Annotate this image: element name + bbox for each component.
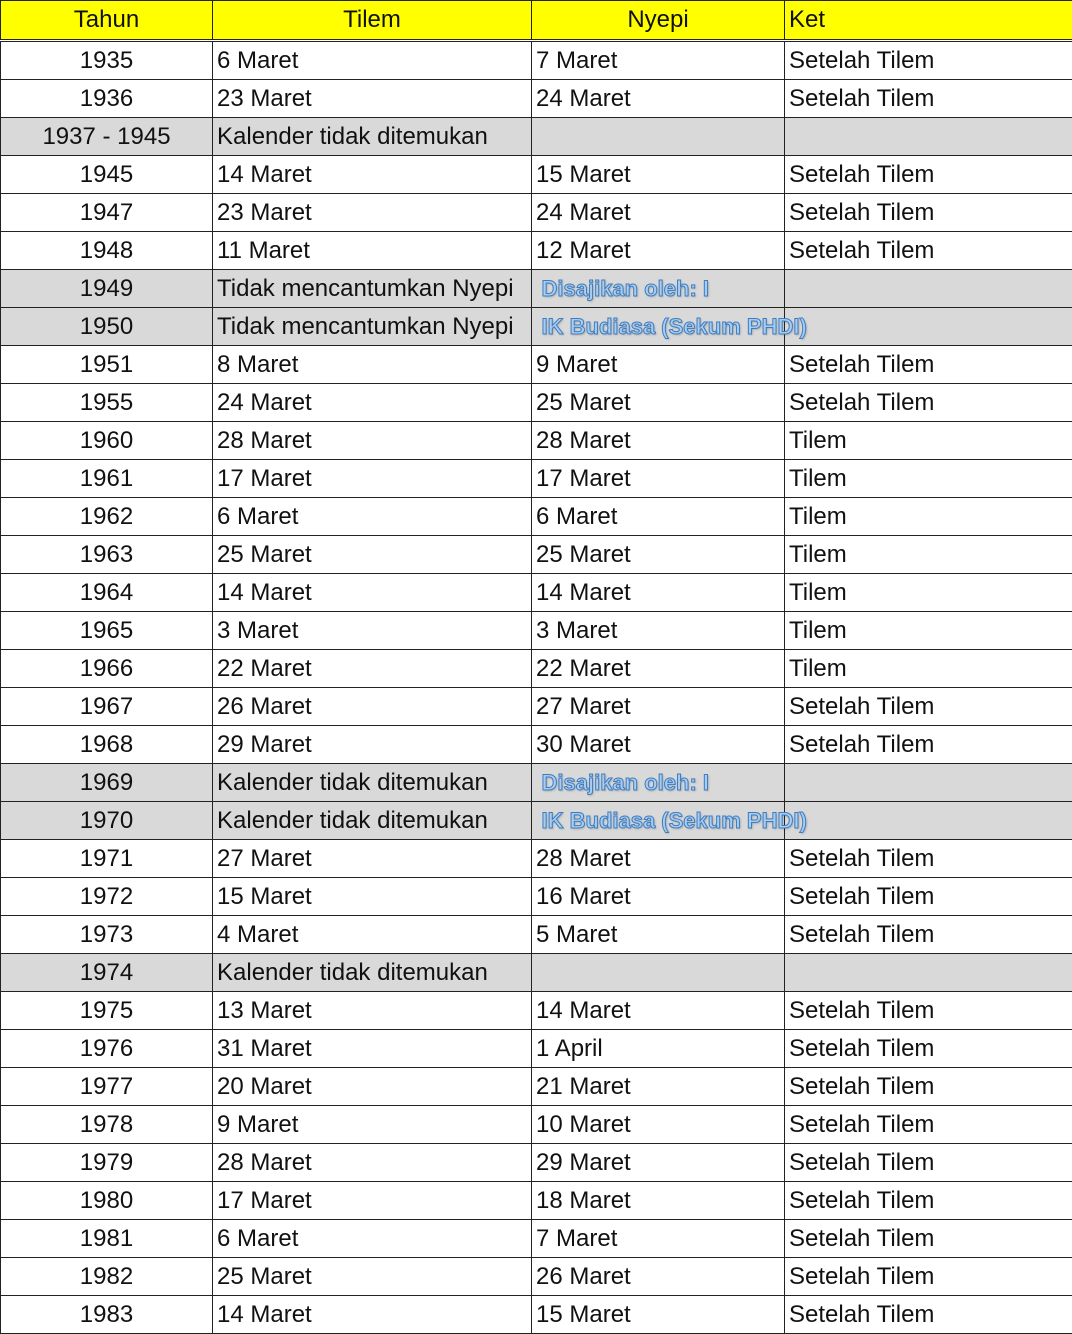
cell-tahun[interactable]: 1970 xyxy=(1,802,213,840)
cell-tahun[interactable]: 1949 xyxy=(1,270,213,308)
table-row xyxy=(1,916,1072,954)
header-tilem[interactable]: Tilem xyxy=(213,1,532,41)
cell-ket[interactable] xyxy=(785,270,1072,308)
table-row xyxy=(1,80,1072,118)
cell-tilem[interactable]: Tidak mencantumkan Nyepi xyxy=(213,270,532,308)
cell-nyepi[interactable]: 10 Maret xyxy=(532,1106,785,1144)
cell-tahun[interactable]: 1968 xyxy=(1,726,213,764)
cell-nyepi[interactable]: 21 Maret xyxy=(532,1068,785,1106)
cell-tilem[interactable]: 28 Maret xyxy=(213,422,532,460)
cell-tilem[interactable]: 29 Maret xyxy=(213,726,532,764)
cell-tilem[interactable]: 8 Maret xyxy=(213,346,532,384)
cell-nyepi[interactable]: 14 Maret xyxy=(532,574,785,612)
cell-tilem[interactable]: 9 Maret xyxy=(213,1106,532,1144)
cell-ket[interactable]: Tilem xyxy=(785,574,1072,612)
cell-nyepi[interactable]: 29 Maret xyxy=(532,1144,785,1182)
cell-tahun[interactable]: 1963 xyxy=(1,536,213,574)
cell-nyepi[interactable]: 25 Maret xyxy=(532,536,785,574)
cell-nyepi[interactable]: 30 Maret xyxy=(532,726,785,764)
cell-nyepi[interactable] xyxy=(532,764,785,802)
cell-tahun[interactable]: 1948 xyxy=(1,232,213,270)
cell-tilem[interactable]: 26 Maret xyxy=(213,688,532,726)
cell-ket[interactable]: Tilem xyxy=(785,612,1072,650)
cell-tahun[interactable]: 1936 xyxy=(1,80,213,118)
cell-tahun[interactable]: 1950 xyxy=(1,308,213,346)
cell-nyepi[interactable]: 25 Maret xyxy=(532,384,785,422)
cell-ket[interactable] xyxy=(785,802,1072,840)
cell-ket[interactable]: Tilem xyxy=(785,498,1072,536)
cell-nyepi[interactable]: 7 Maret xyxy=(532,41,785,80)
cell-tilem[interactable]: Kalender tidak ditemukan xyxy=(213,764,532,802)
cell-tilem[interactable]: 17 Maret xyxy=(213,460,532,498)
cell-ket[interactable]: Setelah Tilem xyxy=(785,688,1072,726)
watermark-line-2: IK Budiasa (Sekum PHDI) xyxy=(532,308,807,346)
cell-tahun[interactable]: 1980 xyxy=(1,1182,213,1220)
cell-nyepi[interactable]: 26 Maret xyxy=(532,1258,785,1296)
table-body xyxy=(1,41,1072,1334)
table-row xyxy=(1,726,1072,764)
cell-tahun[interactable]: 1973 xyxy=(1,916,213,954)
table-row xyxy=(1,194,1072,232)
cell-ket[interactable]: Setelah Tilem xyxy=(785,1030,1072,1068)
table-row xyxy=(1,498,1072,536)
cell-ket[interactable]: Setelah Tilem xyxy=(785,726,1072,764)
cell-tahun[interactable]: 1967 xyxy=(1,688,213,726)
table-row xyxy=(1,1220,1072,1258)
table-row xyxy=(1,1258,1072,1296)
cell-tilem[interactable]: 31 Maret xyxy=(213,1030,532,1068)
cell-tahun[interactable]: 1935 xyxy=(1,41,213,80)
watermark-line-2: IK Budiasa (Sekum PHDI) xyxy=(532,802,807,840)
cell-ket[interactable]: Setelah Tilem xyxy=(785,80,1072,118)
cell-ket[interactable]: Setelah Tilem xyxy=(785,1068,1072,1106)
cell-ket[interactable]: Setelah Tilem xyxy=(785,1106,1072,1144)
table-row xyxy=(1,574,1072,612)
table-row xyxy=(1,764,1072,802)
watermark-line-1: Disajikan oleh: I xyxy=(532,764,807,802)
cell-ket[interactable]: Setelah Tilem xyxy=(785,916,1072,954)
cell-nyepi[interactable]: 15 Maret xyxy=(532,156,785,194)
cell-ket[interactable]: Setelah Tilem xyxy=(785,1258,1072,1296)
cell-nyepi[interactable]: 24 Maret xyxy=(532,194,785,232)
cell-tilem[interactable]: 23 Maret xyxy=(213,194,532,232)
table-row xyxy=(1,992,1072,1030)
cell-tahun[interactable]: 1971 xyxy=(1,840,213,878)
cell-ket[interactable] xyxy=(785,118,1072,156)
cell-nyepi[interactable]: 22 Maret xyxy=(532,650,785,688)
cell-tilem[interactable]: 14 Maret xyxy=(213,574,532,612)
cell-nyepi[interactable] xyxy=(532,802,785,840)
cell-ket[interactable]: Setelah Tilem xyxy=(785,156,1072,194)
cell-nyepi[interactable]: 6 Maret xyxy=(532,498,785,536)
cell-nyepi[interactable]: 24 Maret xyxy=(532,80,785,118)
cell-ket[interactable]: Setelah Tilem xyxy=(785,346,1072,384)
cell-tilem[interactable]: 25 Maret xyxy=(213,1258,532,1296)
cell-nyepi[interactable] xyxy=(532,954,785,992)
cell-ket[interactable]: Tilem xyxy=(785,422,1072,460)
cell-ket[interactable]: Setelah Tilem xyxy=(785,232,1072,270)
cell-ket[interactable]: Setelah Tilem xyxy=(785,41,1072,80)
table-row xyxy=(1,422,1072,460)
table-row xyxy=(1,536,1072,574)
cell-ket[interactable]: Setelah Tilem xyxy=(785,194,1072,232)
cell-tahun[interactable]: 1965 xyxy=(1,612,213,650)
cell-tilem[interactable]: 11 Maret xyxy=(213,232,532,270)
cell-tahun[interactable]: 1969 xyxy=(1,764,213,802)
cell-nyepi[interactable]: 5 Maret xyxy=(532,916,785,954)
table-row xyxy=(1,232,1072,270)
cell-tilem[interactable]: Kalender tidak ditemukan xyxy=(213,954,532,992)
cell-tahun[interactable]: 1972 xyxy=(1,878,213,916)
cell-ket[interactable]: Setelah Tilem xyxy=(785,878,1072,916)
cell-nyepi[interactable]: 9 Maret xyxy=(532,346,785,384)
header-row xyxy=(1,1,1072,41)
cell-tilem[interactable]: 23 Maret xyxy=(213,80,532,118)
cell-nyepi[interactable]: 12 Maret xyxy=(532,232,785,270)
cell-tilem[interactable]: 27 Maret xyxy=(213,840,532,878)
cell-ket[interactable]: Tilem xyxy=(785,650,1072,688)
table-row xyxy=(1,840,1072,878)
cell-tilem[interactable]: 24 Maret xyxy=(213,384,532,422)
cell-ket[interactable]: Setelah Tilem xyxy=(785,384,1072,422)
cell-tahun[interactable]: 1976 xyxy=(1,1030,213,1068)
cell-ket[interactable]: Tilem xyxy=(785,536,1072,574)
cell-tahun[interactable]: 1955 xyxy=(1,384,213,422)
cell-tilem[interactable]: 22 Maret xyxy=(213,650,532,688)
cell-tilem[interactable]: Tidak mencantumkan Nyepi xyxy=(213,308,532,346)
cell-nyepi[interactable]: 16 Maret xyxy=(532,878,785,916)
table-row xyxy=(1,1296,1072,1334)
cell-ket[interactable]: Setelah Tilem xyxy=(785,1296,1072,1334)
table-row xyxy=(1,1182,1072,1220)
cell-nyepi[interactable]: 1 April xyxy=(532,1030,785,1068)
cell-ket[interactable] xyxy=(785,308,1072,346)
cell-nyepi[interactable]: 28 Maret xyxy=(532,422,785,460)
table-row xyxy=(1,1144,1072,1182)
cell-ket[interactable]: Setelah Tilem xyxy=(785,992,1072,1030)
table-row xyxy=(1,460,1072,498)
cell-tilem[interactable]: 20 Maret xyxy=(213,1068,532,1106)
cell-nyepi[interactable]: 15 Maret xyxy=(532,1296,785,1334)
table-row xyxy=(1,270,1072,308)
cell-tilem[interactable]: Kalender tidak ditemukan xyxy=(213,118,532,156)
cell-nyepi[interactable] xyxy=(532,270,785,308)
cell-ket[interactable] xyxy=(785,764,1072,802)
cell-tilem[interactable]: Kalender tidak ditemukan xyxy=(213,802,532,840)
table-row xyxy=(1,1068,1072,1106)
cell-ket[interactable]: Setelah Tilem xyxy=(785,1220,1072,1258)
cell-tilem[interactable]: 13 Maret xyxy=(213,992,532,1030)
table-row xyxy=(1,118,1072,156)
cell-tahun[interactable]: 1937 - 1945 xyxy=(1,118,213,156)
cell-ket[interactable]: Setelah Tilem xyxy=(785,840,1072,878)
table-row xyxy=(1,156,1072,194)
table-row xyxy=(1,346,1072,384)
cell-tahun[interactable]: 1975 xyxy=(1,992,213,1030)
table-row xyxy=(1,1106,1072,1144)
cell-tilem[interactable]: 25 Maret xyxy=(213,536,532,574)
cell-nyepi[interactable]: 14 Maret xyxy=(532,992,785,1030)
cell-tilem[interactable]: 14 Maret xyxy=(213,1296,532,1334)
cell-tilem[interactable]: 4 Maret xyxy=(213,916,532,954)
cell-tahun[interactable]: 1983 xyxy=(1,1296,213,1334)
table-row xyxy=(1,954,1072,992)
table-row xyxy=(1,650,1072,688)
cell-tahun[interactable]: 1947 xyxy=(1,194,213,232)
cell-ket[interactable]: Setelah Tilem xyxy=(785,1182,1072,1220)
table-row xyxy=(1,612,1072,650)
cell-ket[interactable]: Tilem xyxy=(785,460,1072,498)
table-row xyxy=(1,308,1072,346)
cell-tahun[interactable]: 1945 xyxy=(1,156,213,194)
cell-tilem[interactable]: 17 Maret xyxy=(213,1182,532,1220)
header-tahun[interactable]: Tahun xyxy=(1,1,213,41)
cell-tahun[interactable]: 1981 xyxy=(1,1220,213,1258)
cell-nyepi[interactable]: 27 Maret xyxy=(532,688,785,726)
cell-tilem[interactable]: 6 Maret xyxy=(213,498,532,536)
cell-tilem[interactable]: 3 Maret xyxy=(213,612,532,650)
cell-tahun[interactable]: 1962 xyxy=(1,498,213,536)
cell-nyepi[interactable] xyxy=(532,308,785,346)
cell-tilem[interactable]: 14 Maret xyxy=(213,156,532,194)
cell-tahun[interactable]: 1960 xyxy=(1,422,213,460)
cell-nyepi[interactable]: 18 Maret xyxy=(532,1182,785,1220)
header-ket[interactable]: Ket xyxy=(785,1,1072,41)
cell-ket[interactable]: Setelah Tilem xyxy=(785,1144,1072,1182)
cell-tahun[interactable]: 1974 xyxy=(1,954,213,992)
cell-nyepi[interactable]: 17 Maret xyxy=(532,460,785,498)
header-nyepi[interactable]: Nyepi xyxy=(532,1,785,41)
table-row xyxy=(1,688,1072,726)
cell-nyepi[interactable] xyxy=(532,118,785,156)
cell-nyepi[interactable]: 7 Maret xyxy=(532,1220,785,1258)
cell-nyepi[interactable]: 28 Maret xyxy=(532,840,785,878)
cell-tahun[interactable]: 1977 xyxy=(1,1068,213,1106)
table-row xyxy=(1,1030,1072,1068)
table-row xyxy=(1,878,1072,916)
cell-tilem[interactable]: 6 Maret xyxy=(213,1220,532,1258)
cell-nyepi[interactable]: 3 Maret xyxy=(532,612,785,650)
table-row xyxy=(1,384,1072,422)
cell-tahun[interactable]: 1979 xyxy=(1,1144,213,1182)
cell-tahun[interactable]: 1961 xyxy=(1,460,213,498)
cell-tilem[interactable]: 28 Maret xyxy=(213,1144,532,1182)
cell-tahun[interactable]: 1982 xyxy=(1,1258,213,1296)
cell-tahun[interactable]: 1978 xyxy=(1,1106,213,1144)
watermark-line-1: Disajikan oleh: I xyxy=(532,270,807,308)
cell-tilem[interactable]: 6 Maret xyxy=(213,41,532,80)
table-row xyxy=(1,41,1072,80)
cell-tahun[interactable]: 1951 xyxy=(1,346,213,384)
cell-tahun[interactable]: 1964 xyxy=(1,574,213,612)
table-row xyxy=(1,802,1072,840)
cell-tahun[interactable]: 1966 xyxy=(1,650,213,688)
cell-tilem[interactable]: 15 Maret xyxy=(213,878,532,916)
cell-ket[interactable] xyxy=(785,954,1072,992)
